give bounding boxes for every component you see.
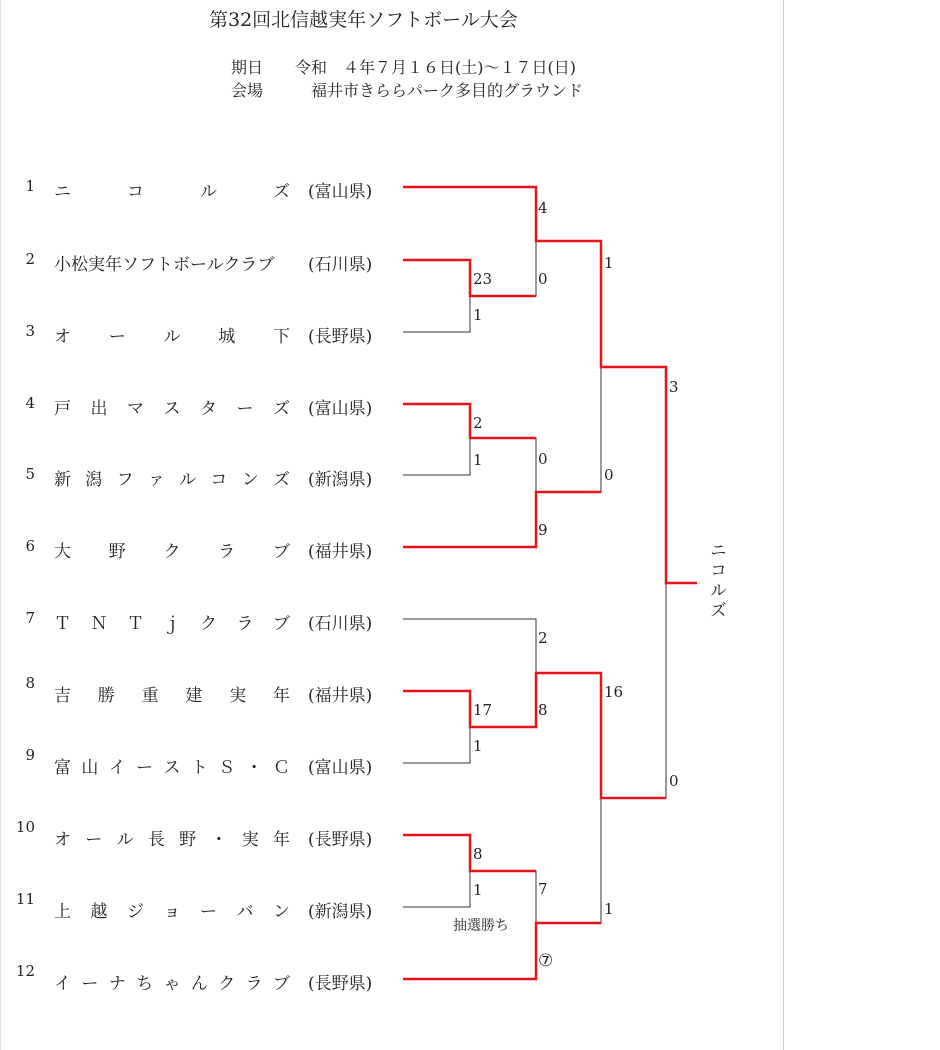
team-row xyxy=(1,394,401,424)
team-row xyxy=(1,537,401,567)
team-number: 6 xyxy=(25,537,35,555)
team-row xyxy=(1,322,401,352)
winner-path-team10 xyxy=(403,835,536,871)
team-row xyxy=(1,674,401,711)
loser-line-team5 xyxy=(403,438,470,475)
venue-line: 会場 福井市きららパーク多目的グラウンド xyxy=(231,81,584,100)
team-row xyxy=(1,818,401,855)
team-name: オ ー ル 城 下 xyxy=(54,327,290,347)
team-number: 11 xyxy=(15,890,35,908)
bracket-loser-lines xyxy=(403,241,666,923)
team-name: Ｔ Ｎ Ｔ ｊ ク ラ ブ xyxy=(54,614,290,634)
team-number: 4 xyxy=(25,394,35,412)
team-name: オ ー ル 長 野 ・ 実 年 xyxy=(54,830,290,850)
team-row xyxy=(1,465,401,495)
team-prefecture: (福井県) xyxy=(308,542,373,562)
team-name: 戸 出 マ ス タ ー ズ xyxy=(54,399,290,419)
winner-path-team8 xyxy=(403,673,666,798)
score-label: 1 xyxy=(473,881,483,899)
score-label: 1 xyxy=(473,306,483,324)
team-name: 大 野 ク ラ ブ xyxy=(54,542,290,562)
tournament-bracket xyxy=(1,0,783,1050)
team-prefecture: (福井県) xyxy=(308,686,373,706)
team-number: 3 xyxy=(25,322,35,340)
score-label: 0 xyxy=(538,270,548,288)
score-label: 1 xyxy=(473,451,483,469)
loser-line-team9 xyxy=(403,727,470,763)
score-label: 3 xyxy=(669,378,679,396)
champion-name: ニコルズ xyxy=(706,541,726,621)
score-label: 1 xyxy=(604,254,614,272)
score-label: 0 xyxy=(604,466,614,484)
team-number: 2 xyxy=(25,250,35,268)
loser-line-sf-1 xyxy=(536,367,601,492)
team-name: 富 山 イ ー ス ト Ｓ ・ Ｃ xyxy=(54,758,290,778)
team-name: 小松実年ソフトボールクラブ xyxy=(54,255,275,275)
team-name: ニ コ ル ズ xyxy=(54,182,290,202)
score-label: 9 xyxy=(538,521,548,539)
score-label: 8 xyxy=(538,701,548,719)
score-label: 7 xyxy=(538,880,548,898)
team-prefecture: (長野県) xyxy=(308,327,373,347)
team-row xyxy=(1,250,401,280)
loser-line-team7 xyxy=(403,619,536,673)
team-name: イ ー ナ ち ゃ ん ク ラ ブ xyxy=(54,974,290,994)
winner-path-team2 xyxy=(403,260,536,296)
winner-path-team4 xyxy=(403,404,536,438)
score-label: ⑦ xyxy=(538,951,554,971)
score-label: 1 xyxy=(473,737,483,755)
team-row xyxy=(1,609,401,639)
team-prefecture: (富山県) xyxy=(308,758,373,778)
score-label: 2 xyxy=(538,629,548,647)
score-label: 23 xyxy=(473,270,493,288)
score-label: 1 xyxy=(604,900,614,918)
score-label: 0 xyxy=(538,450,548,468)
team-prefecture: (石川県) xyxy=(308,255,373,275)
team-number: 8 xyxy=(25,674,35,692)
team-prefecture: (長野県) xyxy=(308,830,373,850)
loser-line-team11 xyxy=(403,871,470,907)
score-label: 8 xyxy=(473,845,483,863)
loser-line-sf-2 xyxy=(536,798,601,923)
team-name: 新 潟 フ ァ ル コ ン ズ xyxy=(54,470,290,490)
date-line: 期日 令和 ４年７月１６日(土)～１７日(日) xyxy=(231,58,576,77)
team-number: 5 xyxy=(25,465,35,483)
team-name: 上 越 ジ ョ ー バ ン xyxy=(54,902,290,922)
page-title: 第32回北信越実年ソフトボール大会 xyxy=(209,9,518,31)
team-prefecture: (石川県) xyxy=(308,614,373,634)
score-label: 2 xyxy=(473,414,483,432)
lottery-note: 抽選勝ち xyxy=(453,918,509,934)
winner-path-team1 xyxy=(403,187,697,583)
score-label: 4 xyxy=(538,199,548,217)
team-row xyxy=(1,890,401,927)
team-number: 12 xyxy=(15,962,35,980)
team-prefecture: (新潟県) xyxy=(308,470,373,490)
score-label: 16 xyxy=(604,683,624,701)
team-number: 1 xyxy=(25,177,35,195)
score-label: 17 xyxy=(473,701,493,719)
team-row xyxy=(1,962,401,999)
score-label: 0 xyxy=(669,772,679,790)
bracket-winner-lines xyxy=(403,187,697,979)
loser-line-team3 xyxy=(403,296,470,332)
team-prefecture: (富山県) xyxy=(308,182,373,202)
winner-path-team6 xyxy=(403,492,601,547)
team-name: 吉 勝 重 建 実 年 xyxy=(54,686,290,706)
team-prefecture: (新潟県) xyxy=(308,902,373,922)
team-prefecture: (富山県) xyxy=(308,399,373,419)
team-number: 7 xyxy=(25,609,35,627)
team-number: 9 xyxy=(25,746,35,764)
team-row xyxy=(1,177,401,207)
team-prefecture: (長野県) xyxy=(308,974,373,994)
team-number: 10 xyxy=(15,818,35,836)
team-row xyxy=(1,746,401,783)
